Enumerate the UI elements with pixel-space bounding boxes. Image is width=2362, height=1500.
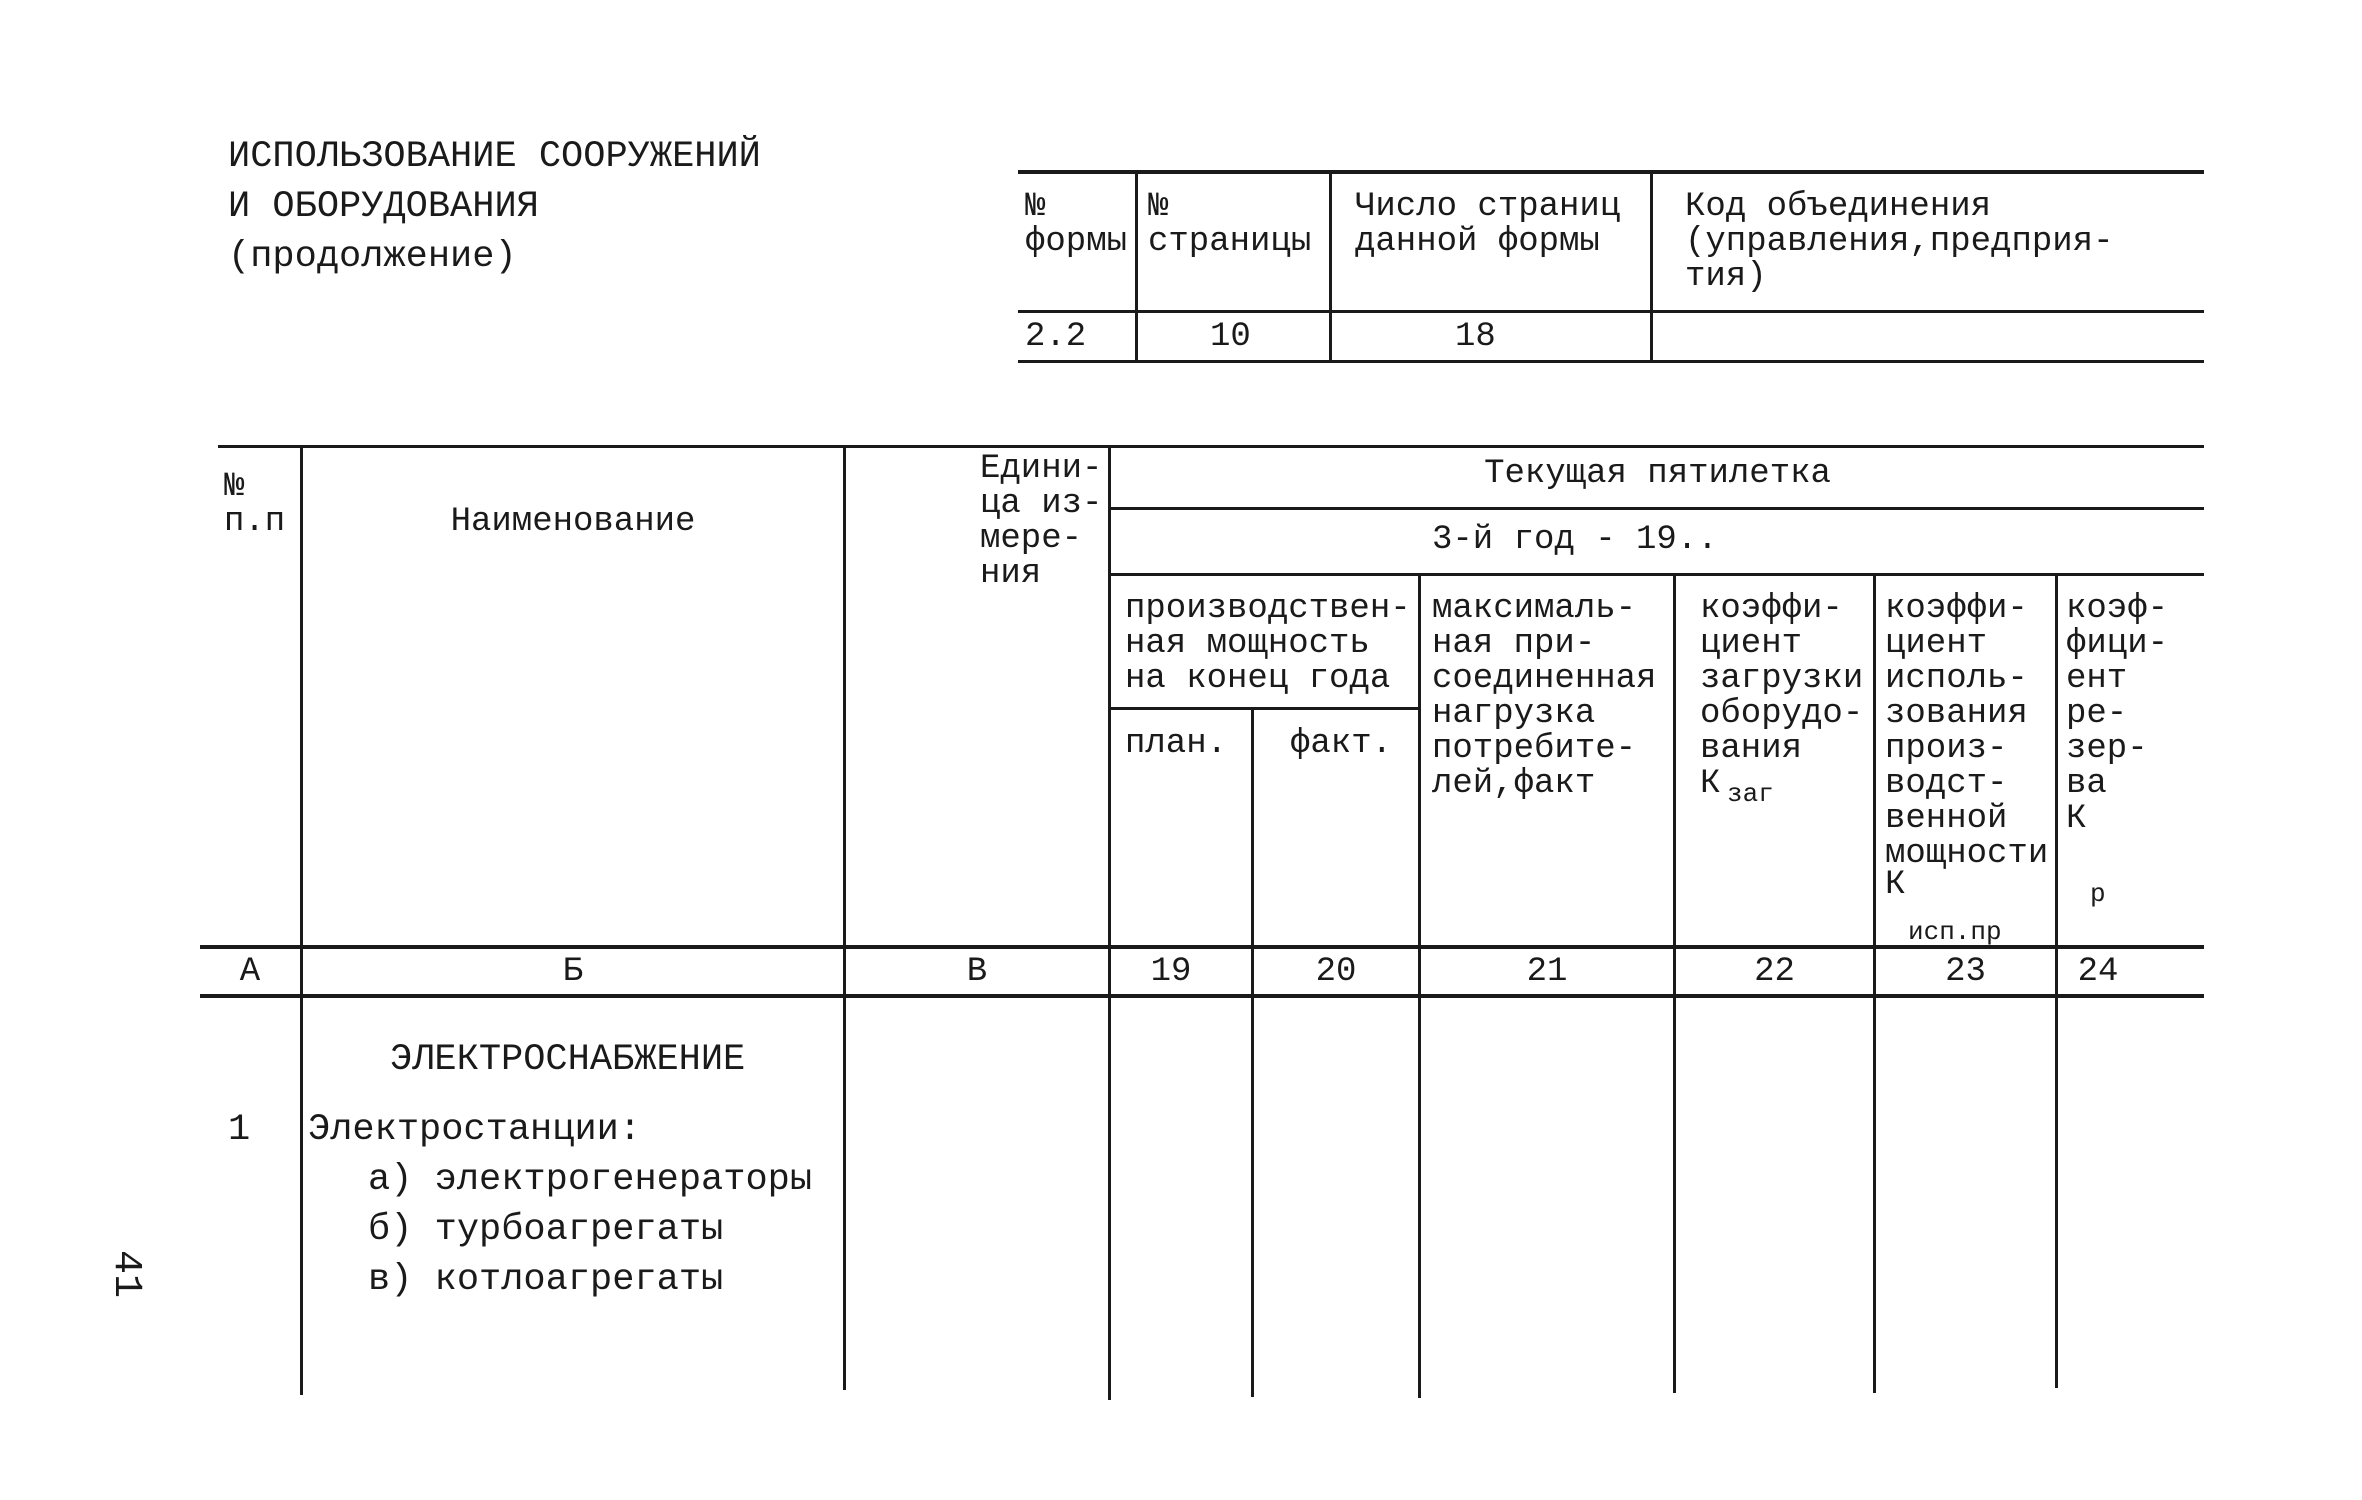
column-divider-c — [1108, 445, 1111, 1400]
header-page-count-value: 18 — [1455, 318, 1496, 356]
capacity-use-coefficient-header: коэффи- циент исполь- зования произ- водст- венной мощности — [1885, 590, 2049, 873]
column-divider-b — [843, 445, 846, 1390]
index-cell-19: 19 — [1150, 953, 1192, 991]
index-cell-23: 23 — [1945, 953, 1986, 991]
header-table-divider-1 — [1135, 172, 1138, 362]
load-coefficient-subscript: заг — [1727, 779, 1774, 809]
section-heading: ЭЛЕКТРОСНАБЖЕНИЕ — [390, 1039, 746, 1081]
form-title-line2: И ОБОРУДОВАНИЯ — [228, 186, 539, 228]
index-cell-a: А — [239, 953, 261, 991]
index-cell-22: 22 — [1754, 953, 1795, 991]
plan-header: план. — [1125, 725, 1228, 763]
index-cell-b: Б — [562, 953, 584, 991]
header-association-code-label: Код объединения (управления,предприя- тия) — [1685, 188, 2114, 296]
column-divider-a — [300, 445, 303, 1395]
production-capacity-header: производствен- ная мощность на конец года — [1125, 590, 1411, 698]
header-table-divider-3 — [1650, 172, 1653, 362]
header-table-divider-2 — [1329, 172, 1332, 362]
row-number: 1 — [228, 1109, 251, 1151]
list-item: в) котлоагрегаты — [368, 1259, 724, 1301]
third-year-header: 3-й год - 19.. — [1432, 521, 1718, 559]
max-load-header: максималь- ная при- соединенная нагрузка потребите- лей,факт — [1432, 590, 1657, 803]
five-year-plan-header: Текущая пятилетка — [1484, 455, 1831, 493]
header-table-mid-rule — [1018, 310, 2204, 313]
header-table-top-rule — [1018, 170, 2204, 174]
reserve-coefficient-header: коэф- фици- ент ре- зер- ва К — [2066, 590, 2169, 838]
index-cell-c: В — [966, 953, 988, 991]
column-name-header: Наименование — [450, 503, 696, 541]
index-cell-24: 24 — [2077, 953, 2119, 991]
header-form-number-value: 2.2 — [1025, 318, 1087, 356]
five-year-plan-rule — [1111, 507, 2204, 510]
fact-header: факт. — [1290, 725, 1393, 763]
header-page-count-label: Число страниц данной формы — [1355, 188, 1621, 261]
index-row-top-rule — [200, 945, 2204, 949]
page-number: 41 — [103, 1250, 148, 1299]
load-coefficient-header: коэффи- циент загрузки оборудо- вания К — [1700, 590, 1864, 803]
form-title-line3: (продолжение) — [228, 236, 517, 278]
header-form-number-label: № формы — [1025, 188, 1128, 261]
index-row-bottom-rule — [200, 994, 2204, 998]
capacity-use-subscript: исп.пр — [1908, 917, 2002, 947]
header-page-number-label: № страницы — [1148, 188, 1312, 261]
capacity-use-symbol: К — [1885, 866, 1906, 904]
column-unit-header: Едини- ца из- мере- ния — [980, 450, 1103, 593]
third-year-rule — [1111, 573, 2204, 576]
form-title-line1: ИСПОЛЬЗОВАНИЕ СООРУЖЕНИЙ — [228, 136, 761, 178]
main-table-top-rule — [218, 445, 2204, 448]
column-number-header: № п.п — [224, 468, 286, 541]
header-table-bottom-rule — [1018, 360, 2204, 363]
row-name: Электростанции: — [308, 1109, 642, 1151]
list-item: а) электрогенераторы — [368, 1159, 813, 1201]
column-divider-19 — [1251, 707, 1254, 1397]
reserve-coefficient-subscript: р — [2090, 879, 2106, 909]
list-item: б) турбоагрегаты — [368, 1209, 724, 1251]
index-cell-21: 21 — [1526, 953, 1568, 991]
header-page-number-value: 10 — [1210, 318, 1251, 356]
production-capacity-rule — [1111, 707, 1421, 710]
index-cell-20: 20 — [1315, 953, 1357, 991]
